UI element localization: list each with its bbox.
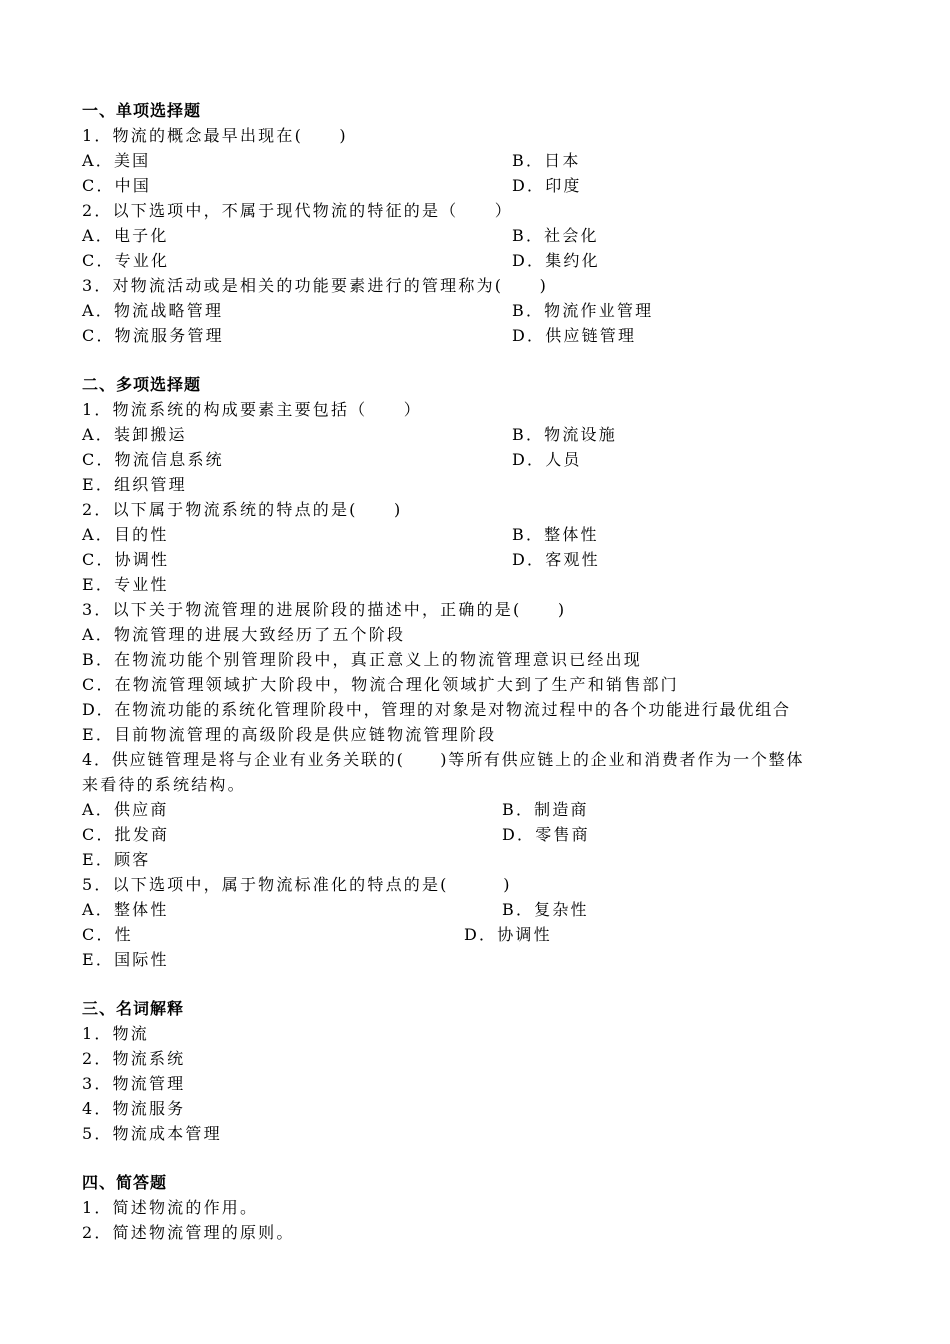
option-c: C．专业化 <box>82 251 170 270</box>
option-row <box>82 323 872 348</box>
option-b: B．制造商 <box>502 800 589 819</box>
list-item: 4．物流服务 <box>82 1099 186 1118</box>
option-e: E．专业性 <box>82 575 169 594</box>
option-d: D．协调性 <box>464 925 552 944</box>
option-a: A．整体性 <box>82 900 169 919</box>
option-row <box>82 173 872 198</box>
option-c: C．协调性 <box>82 550 170 569</box>
option-d: D．集约化 <box>512 251 600 270</box>
option-a: A．供应商 <box>82 800 169 819</box>
option-d: D．零售商 <box>502 825 590 844</box>
option-b: B．整体性 <box>512 525 599 544</box>
question-stem: 1．物流系统的构成要素主要包括（ ） <box>82 400 422 419</box>
option-row <box>82 522 872 547</box>
list-item: 3．物流管理 <box>82 1074 186 1093</box>
question-stem: 4．供应链管理是将与企业有业务关联的( )等所有供应链上的企业和消费者作为一个整体 <box>82 750 805 769</box>
question-stem: 3．以下关于物流管理的进展阶段的描述中，正确的是( ) <box>82 600 567 619</box>
option-c: C．批发商 <box>82 825 170 844</box>
section-heading: 一、单项选择题 <box>82 101 202 120</box>
question-stem-continued: 来看待的系统结构。 <box>82 775 246 794</box>
option-row <box>82 922 872 947</box>
question-stem: 2．以下选项中，不属于现代物流的特征的是（ ） <box>82 201 513 220</box>
option-row <box>82 547 872 572</box>
option-c: C．物流信息系统 <box>82 450 224 469</box>
option-a: A．物流管理的进展大致经历了五个阶段 <box>82 625 406 644</box>
question-stem: 3．对物流活动或是相关的功能要素进行的管理称为( ) <box>82 276 549 295</box>
question-stem: 2．以下属于物流系统的特点的是( ) <box>82 500 403 519</box>
option-a: A．电子化 <box>82 226 169 245</box>
option-b: B．日本 <box>512 151 581 170</box>
option-row <box>82 223 872 248</box>
list-item: 1．简述物流的作用。 <box>82 1198 259 1217</box>
option-e: E．国际性 <box>82 950 169 969</box>
option-c: C．性 <box>82 925 133 944</box>
list-item: 1．物流 <box>82 1024 149 1043</box>
option-d: D．供应链管理 <box>512 326 637 345</box>
question-stem: 1．物流的概念最早出现在( ) <box>82 126 348 145</box>
option-a: A．物流战略管理 <box>82 301 224 320</box>
option-row <box>82 897 872 922</box>
list-item: 5．物流成本管理 <box>82 1124 222 1143</box>
option-row <box>82 248 872 273</box>
section-spacer <box>82 348 872 372</box>
option-row <box>82 422 872 447</box>
section-heading: 四、简答题 <box>82 1173 168 1192</box>
option-e: E．组织管理 <box>82 475 187 494</box>
option-a: A．美国 <box>82 151 151 170</box>
option-e: E．目前物流管理的高级阶段是供应链物流管理阶段 <box>82 725 497 744</box>
option-e: E．顾客 <box>82 850 151 869</box>
list-item: 2．物流系统 <box>82 1049 186 1068</box>
option-a: A．装卸搬运 <box>82 425 187 444</box>
list-item: 2．简述物流管理的原则。 <box>82 1223 295 1242</box>
option-row <box>82 822 872 847</box>
section-heading: 三、名词解释 <box>82 999 185 1018</box>
option-b: B．复杂性 <box>502 900 589 919</box>
option-d: D．客观性 <box>512 550 600 569</box>
option-b: B．社会化 <box>512 226 599 245</box>
option-d: D．在物流功能的系统化管理阶段中，管理的对象是对物流过程中的各个功能进行最优组合 <box>82 700 791 719</box>
option-row <box>82 298 872 323</box>
option-b: B．在物流功能个别管理阶段中，真正意义上的物流管理意识已经出现 <box>82 650 642 669</box>
option-row <box>82 797 872 822</box>
option-row <box>82 148 872 173</box>
option-c: C．在物流管理领域扩大阶段中，物流合理化领域扩大到了生产和销售部门 <box>82 675 679 694</box>
option-b: B．物流设施 <box>512 425 617 444</box>
option-b: B．物流作业管理 <box>512 301 654 320</box>
option-d: D．印度 <box>512 176 582 195</box>
exam-document <box>82 98 872 1245</box>
option-c: C．物流服务管理 <box>82 326 224 345</box>
section-spacer <box>82 972 872 996</box>
option-c: C．中国 <box>82 176 152 195</box>
section-heading: 二、多项选择题 <box>82 375 202 394</box>
option-d: D．人员 <box>512 450 582 469</box>
option-a: A．目的性 <box>82 525 169 544</box>
question-stem: 5．以下选项中，属于物流标准化的特点的是( ) <box>82 875 512 894</box>
section-spacer <box>82 1146 872 1170</box>
option-row <box>82 447 872 472</box>
